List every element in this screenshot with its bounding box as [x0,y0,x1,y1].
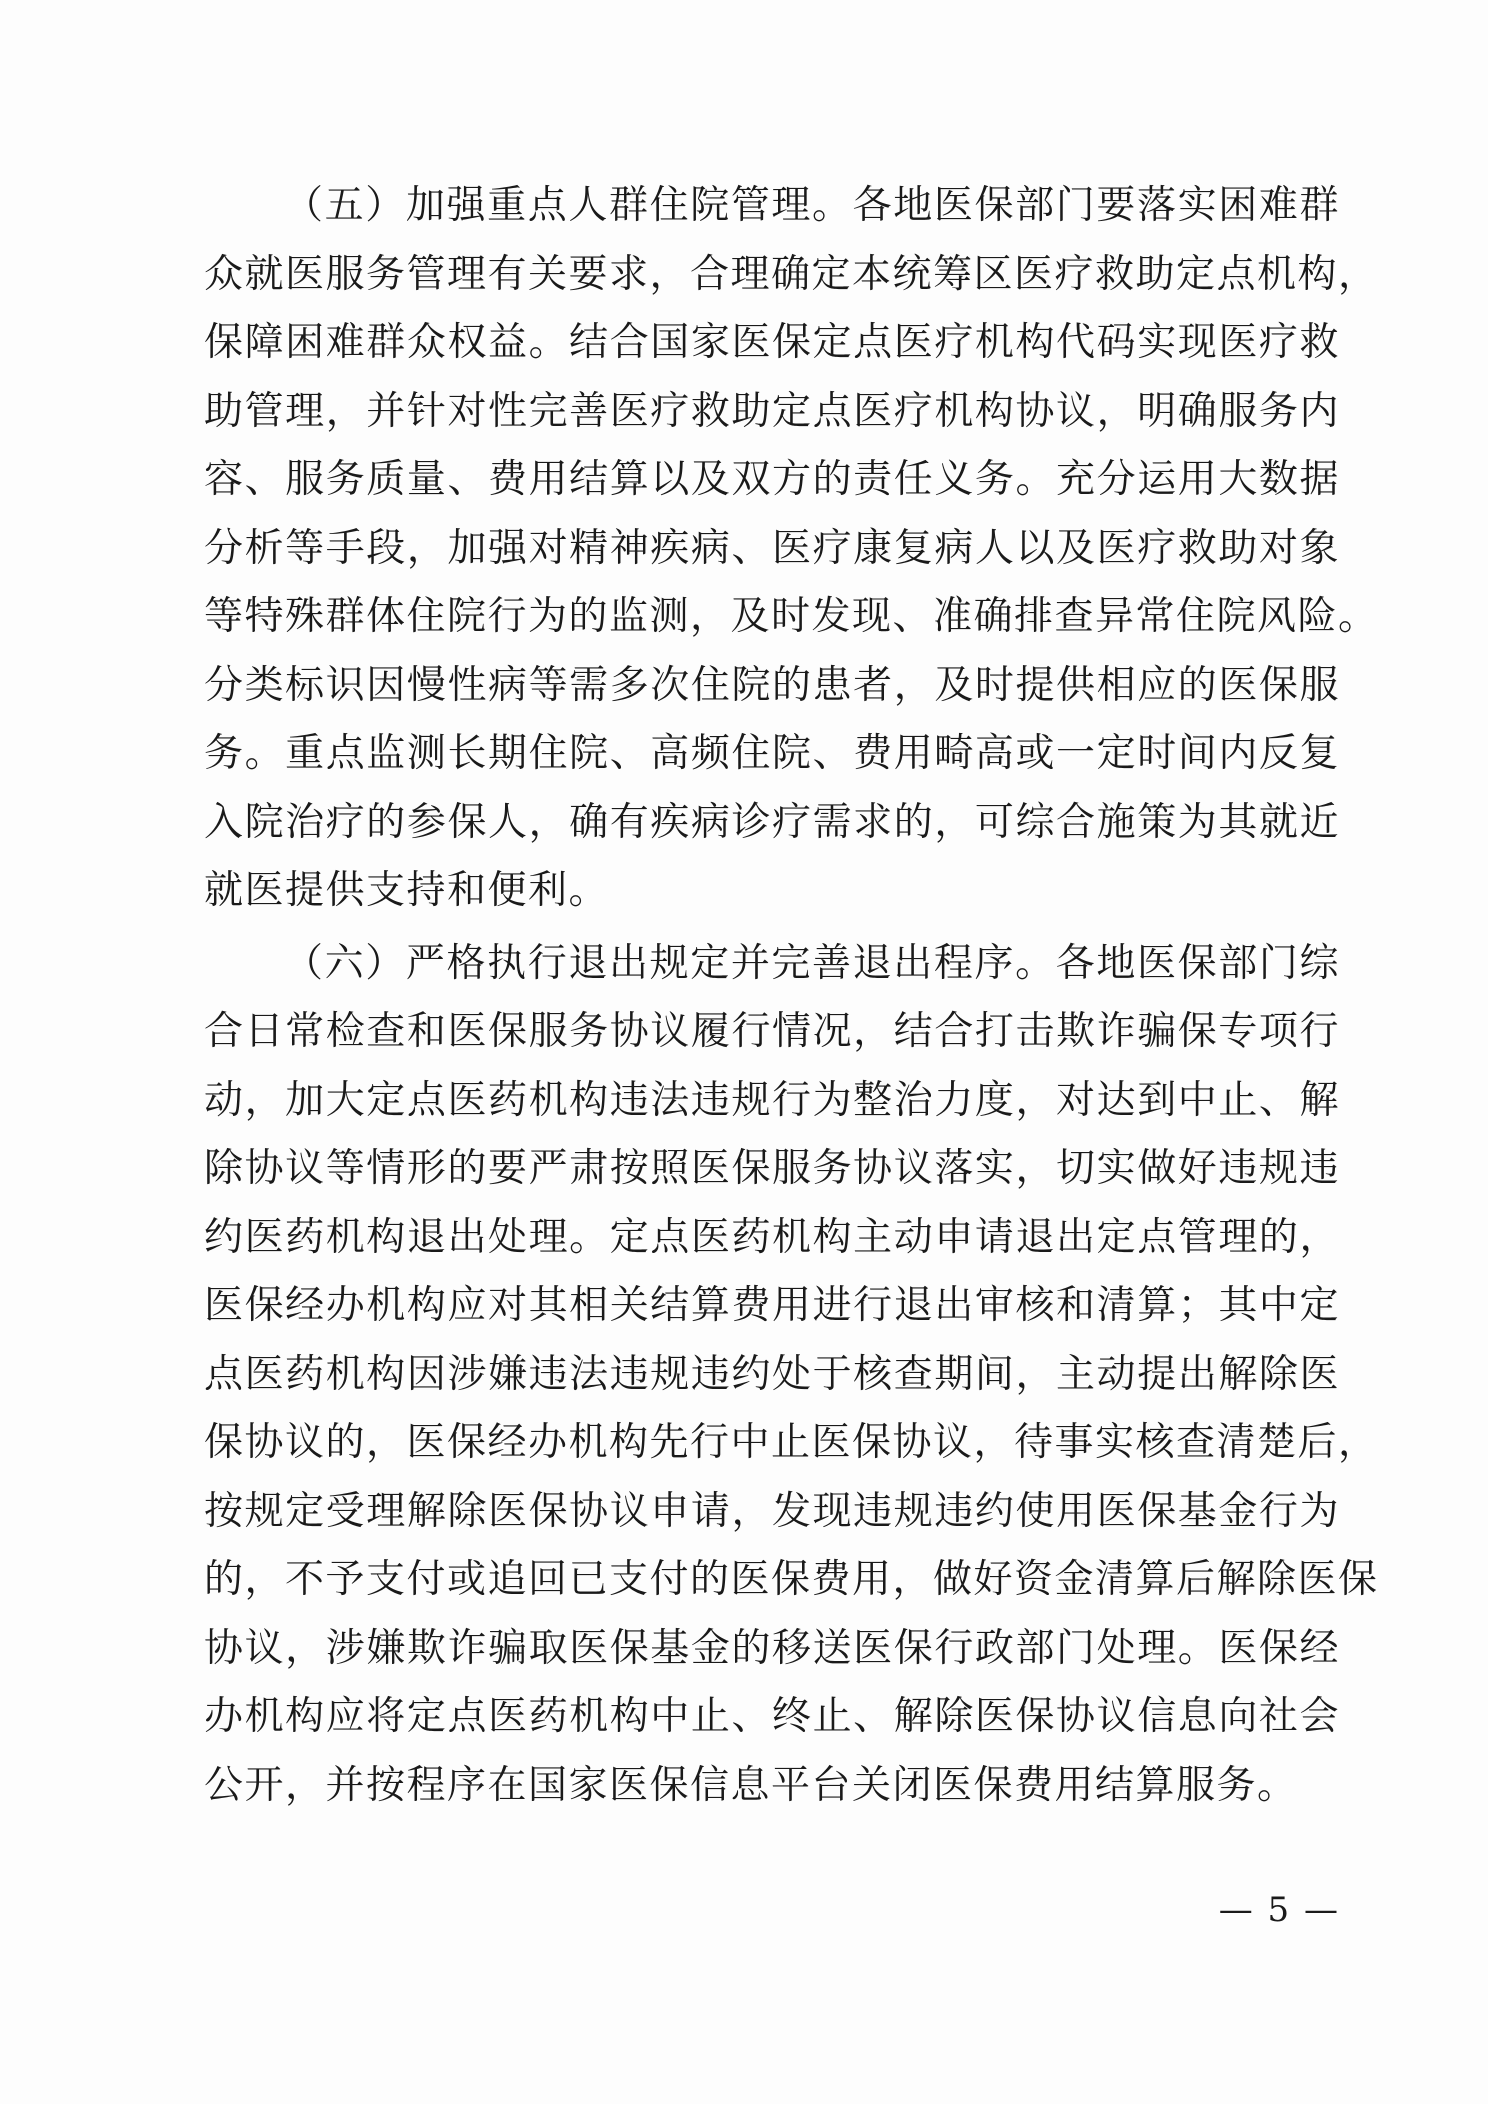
text-line: 容、服务质量、费用结算以及双方的责任义务。充分运用大数据 [204,457,1340,502]
text-line: 分析等手段，加强对精神疾病、医疗康复病人以及医疗救助对象 [204,525,1340,571]
text-line: （五）加强重点人群住院管理。各地医保部门要落实困难群 [284,183,1340,228]
text-line: 入院治疗的参保人，确有疾病诊疗需求的，可综合施策为其就近 [204,799,1340,845]
text-line: 分类标识因慢性病等需多次住院的患者，及时提供相应的医保服 [204,662,1340,708]
text-line: 合日常检查和医保服务协议履行情况，结合打击欺诈骗保专项行 [204,1009,1340,1054]
text-line: 就医提供支持和便利。 [204,868,610,913]
text-line: 的，不予支付或追回已支付的医保费用，做好资金清算后解除医保 [204,1557,1379,1602]
text-line: 众就医服务管理有关要求，合理确定本统筹区医疗救助定点机构， [204,251,1379,297]
text-line: 办机构应将定点医药机构中止、终止、解除医保协议信息向社会 [204,1694,1340,1739]
paragraph-section-5 [204,172,1379,926]
text-line: 公开，并按程序在国家医保信息平台关闭医保费用结算服务。 [204,1762,1298,1808]
text-line: 按规定受理解除医保协议申请，发现违规违约使用医保基金行为 [204,1488,1340,1534]
text-line: 点医药机构因涉嫌违法违规违约处于核查期间，主动提出解除医 [204,1351,1340,1397]
text-line: 等特殊群体住院行为的监测，及时发现、准确排查异常住院风险。 [204,594,1379,639]
text-line: 保障困难群众权益。结合国家医保定点医疗机构代码实现医疗救 [204,320,1340,365]
text-line: 务。重点监测长期住院、高频住院、费用畸高或一定时间内反复 [204,731,1340,776]
paragraph-section-6 [204,930,1379,1821]
text-line: 约医药机构退出处理。定点医药机构主动申请退出定点管理的， [204,1214,1340,1260]
text-line: 除协议等情形的要严肃按照医保服务协议落实，切实做好违规违 [204,1146,1340,1191]
text-line: 医保经办机构应对其相关结算费用进行退出审核和清算；其中定 [204,1283,1340,1328]
text-line: 助管理，并针对性完善医疗救助定点医疗机构协议，明确服务内 [204,388,1340,434]
document-body [204,172,1379,1824]
page-number: — 5 — [1218,1890,1340,1930]
text-line: （六）严格执行退出规定并完善退出程序。各地医保部门综 [284,940,1340,986]
text-line: 协议，涉嫌欺诈骗取医保基金的移送医保行政部门处理。医保经 [204,1625,1340,1671]
text-line: 保协议的，医保经办机构先行中止医保协议，待事实核查清楚后， [204,1420,1379,1465]
text-line: 动，加大定点医药机构违法违规行为整治力度，对达到中止、解 [204,1077,1340,1123]
